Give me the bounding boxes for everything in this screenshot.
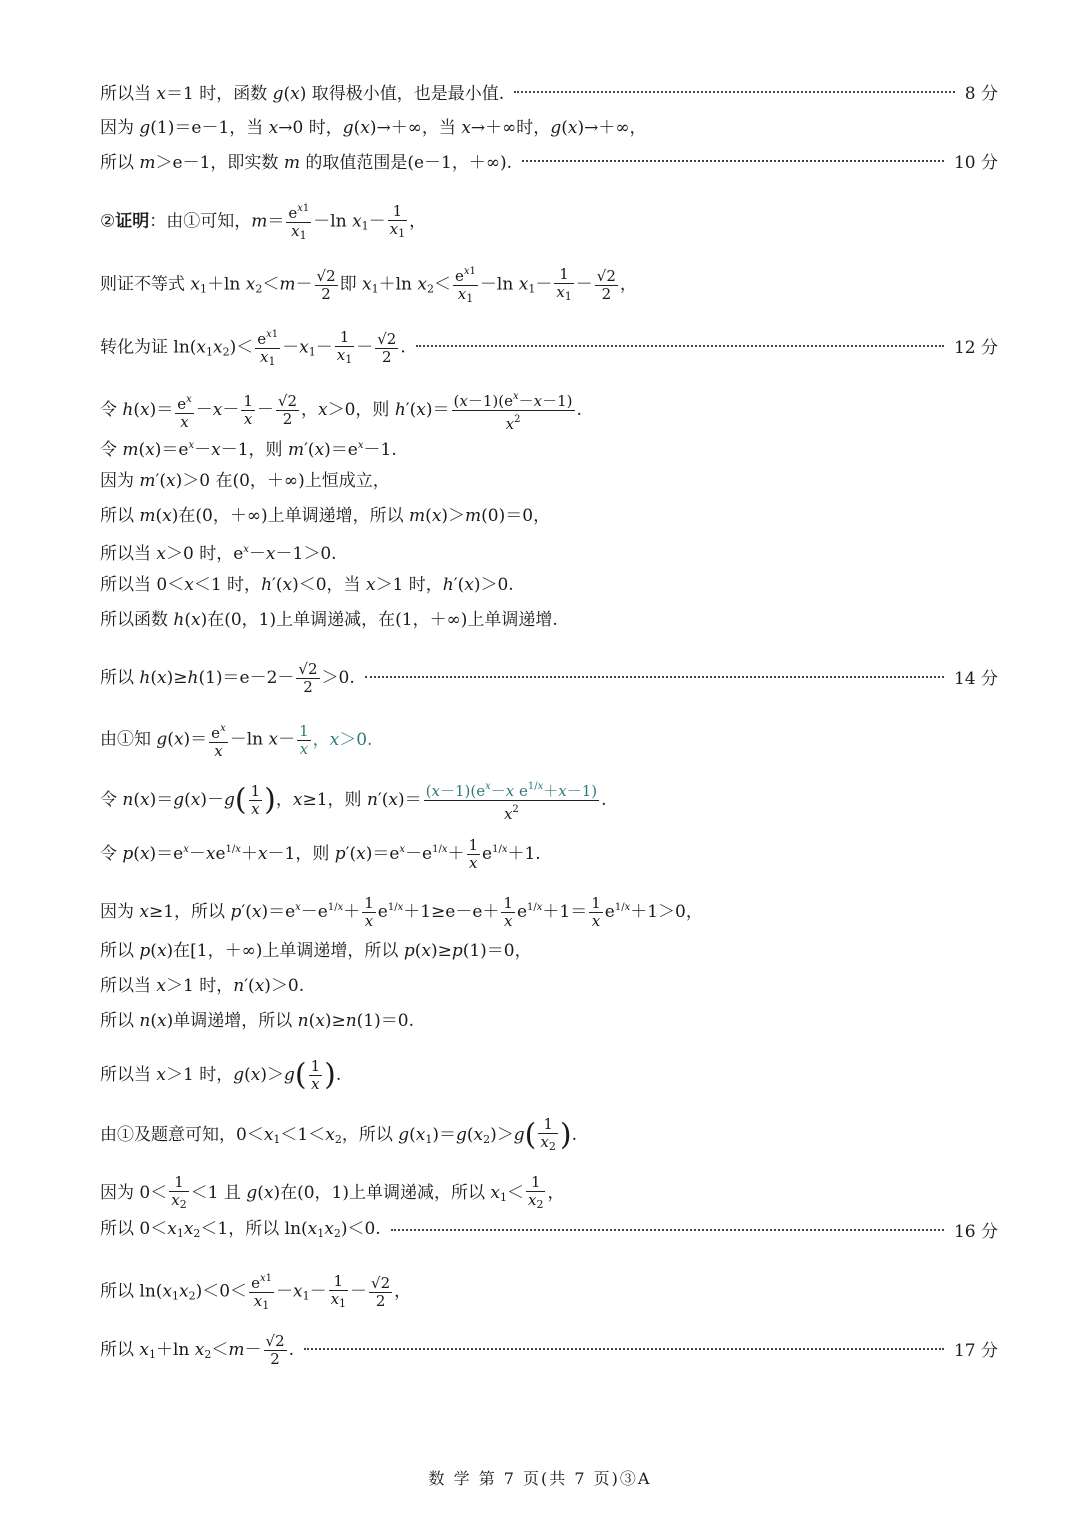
proof-line: 由①及题意可知，$0<x_1<1<x_2$，所以 $g(x_1)=g(x_2)>g$( $\frac{1}{x_2}$ ). <box>100 1115 577 1153</box>
score-row-16 <box>0 1219 998 1244</box>
proof-line: 由①知 g(x)＝ $\frac{e^x}{x}$ －ln x－ $\frac{1}{x}$ ，x＞0. <box>100 721 373 760</box>
proof-line: 因为 g(1)＝e－1，当 x→0 时，g(x)→＋∞，当 x→＋∞时，g(x)→＋∞， <box>100 118 647 138</box>
score-row-8 <box>0 84 998 104</box>
score-row-10 <box>0 153 998 173</box>
score-row-14 <box>0 661 998 696</box>
proof-line: 令 n(x)＝g(x)－g( $\frac{1}{x}$ )，x≥1，则 n′(x)＝ $\frac{(x-1)(e^x-x e^{1/x}+x-1)}{x^2}$ . <box>100 778 607 823</box>
proof-line: 所以当 x＞1 时，g(x)＞g( $\frac{1}{x}$ ). <box>100 1057 342 1093</box>
score-label: 10 分 <box>953 153 998 173</box>
score-label: 12 分 <box>953 338 998 358</box>
score-row-17 <box>0 1333 998 1368</box>
proof-line: 所以函数 h(x)在(0，1)上单调递减，在(1，＋∞)上单调递增. <box>100 610 558 630</box>
score-label: 14 分 <box>953 668 998 689</box>
proof-line: 所以 m(x)在(0，＋∞)上单调递增，所以 m(x)＞m(0)＝0， <box>100 506 551 526</box>
proof-line: 所以 $\ln(x_1x_2)<0<$ $\frac{e^{x1}}{x_1}$ $-x_1-$ $\frac{1}{x_1}$ － $\frac{√2}{2}$ ， <box>100 1271 412 1312</box>
proof-line: 所以当 x＝1 时，函数 g(x) 取得极小值，也是最小值. <box>100 84 505 104</box>
proof-line: 所以 p(x)在[1，＋∞)上单调递增，所以 p(x)≥p(1)＝0， <box>100 941 532 961</box>
proof-line: 所以当 0＜x＜1 时，h′(x)＜0，当 x＞1 时，h′(x)＞0. <box>100 575 514 595</box>
proof-line: 所以当 x＞1 时，n′(x)＞0. <box>100 976 305 996</box>
score-label: 16 分 <box>953 1221 998 1242</box>
proof-line: 所以当 x＞0 时，$e^x-x-1>0$. <box>100 544 337 564</box>
page-footer: 数 学 第 7 页(共 7 页)③A <box>428 1469 652 1488</box>
proof-line: 所以 h(x)≥h(1)＝e－2－ $\frac{√2}{2}$ ＞0. <box>100 660 355 696</box>
proof-line: 则证不等式 $x_1+\ln$ $x_2<m-$ $\frac{√2}{2}$ 即 $x_1+\ln$ $x_2<$ $\frac{e^{x1}}{x_1}$ －ln $x_1-$ $\frac{1}{x_1}$ － $\frac{√2}{2}$ ， <box>100 264 637 305</box>
proof-line: 令 h(x)＝ $\frac{e^x}{x}$ －x－ $\frac{1}{x}$ － $\frac{√2}{2}$ ，x＞0，则 h′(x)＝ $\frac{(x-1)(e^x-x-1)}{x^2}$ . <box>100 388 582 433</box>
score-label: 17 分 <box>953 1340 998 1361</box>
proof-line: 因为 m′(x)＞0 在(0，＋∞)上恒成立， <box>100 471 390 491</box>
proof-line: 令 $m(x)=e^x-x-1$，则 $m'(x)=e^x-1$. <box>100 440 397 460</box>
proof-line: ②证明：由①可知，m＝ $\frac{e^{x1}}{x_1}$ －ln $x_1-$ $\frac{1}{x_1}$ ， <box>100 201 427 242</box>
proof-line: 因为 x≥1，所以 $p'(x)=e^x-e^{1/x}+$ $\frac{1}{x}$ $e^{1/x}+1\ge e-e+$ $\frac{1}{x}$ $e^{1/x}+1=$ $\frac{1}{x}$ $e^{1/x}+1>0$， <box>100 894 703 930</box>
score-row-12 <box>0 326 998 370</box>
proof-line: 所以 m＞e－1，即实数 m 的取值范围是(e－1，＋∞). <box>100 153 513 173</box>
proof-line: 所以 $x_1+\ln$ $x_2<m-$ $\frac{√2}{2}$ . <box>100 1332 295 1368</box>
proof-line: 所以 n(x)单调递增，所以 n(x)≥n(1)＝0. <box>100 1011 414 1031</box>
proof-line: 因为 0＜ $\frac{1}{x_2}$ ＜1 且 g(x)在(0，1)上单调递减，所以 $x_1<$ $\frac{1}{x_2}$ ， <box>100 1173 565 1211</box>
proof-line: 令 $p(x)=e^x-xe^{1/x}+x-1$，则 $p'(x)=e^x-e^{1/x}+$ $\frac{1}{x}$ $e^{1/x}+1$. <box>100 836 541 872</box>
proof-line: 转化为证 $\ln(x_1x_2)<$ $\frac{e^{x1}}{x_1}$ $-x_1-$ $\frac{1}{x_1}$ － $\frac{√2}{2}$ . <box>100 327 406 368</box>
score-label: 8 分 <box>964 84 998 104</box>
proof-line: 所以 $0<x_1x_2<1$，所以 $\ln(x_1x_2)<0$. <box>100 1219 381 1240</box>
